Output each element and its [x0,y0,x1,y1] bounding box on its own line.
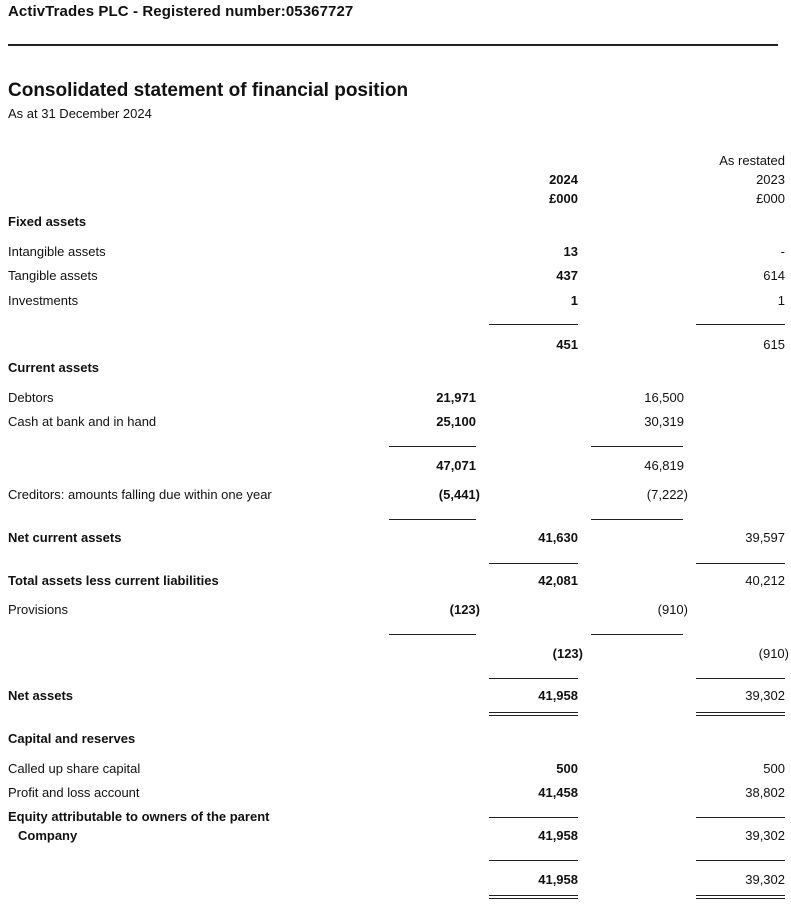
double-rule [489,898,578,899]
total-assets-less-label: Total assets less current liabilities [8,573,219,588]
net-assets-label: Net assets [8,688,74,703]
value-prior: - [780,244,785,259]
company-header: ActivTrades PLC - Registered number:05367727 [8,3,354,20]
total-assets-less-prior: 40,212 [745,573,785,588]
unit-current: £000 [549,191,578,206]
subtotal-rule [489,563,578,564]
subtotal-rule [696,563,785,564]
double-rule [696,715,785,716]
subtotal-rule [389,519,476,520]
fixed-assets-total-current: 451 [556,337,578,352]
net-current-assets-prior: 39,597 [745,530,785,545]
double-rule [489,895,578,896]
value-current: 41,458 [538,785,578,800]
value-prior: 16,500 [644,390,684,405]
provisions-total-prior: (910) [758,646,789,661]
double-rule [696,898,785,899]
creditors-prior: (7,222) [646,487,688,502]
subtotal-rule [489,860,578,861]
value-current: 13 [563,244,578,259]
double-rule [696,895,785,896]
provisions-total-current: (123) [552,646,583,661]
subtotal-rule [389,446,476,447]
page-title: Consolidated statement of financial position [8,80,409,101]
row-label: Cash at bank and in hand [8,414,157,429]
row-label: Called up share capital [8,761,141,776]
subtotal-rule [696,860,785,861]
subtotal-rule [591,634,683,635]
row-label: Tangible assets [8,268,98,283]
subtotal-rule [696,324,785,325]
capital-total-current: 41,958 [538,872,578,887]
restated-label: As restated [719,153,785,168]
fixed-assets-total-prior: 615 [763,337,785,352]
subtotal-rule [696,678,785,679]
equity-current: 41,958 [538,828,578,843]
row-label: Profit and loss account [8,785,140,800]
value-current: 500 [556,761,578,776]
equity-label-line2: Company [18,828,78,843]
page-subtitle: As at 31 December 2024 [8,106,152,121]
provisions-prior: (910) [657,602,688,617]
double-rule [489,715,578,716]
value-prior: 38,802 [745,785,785,800]
net-assets-current: 41,958 [538,688,578,703]
double-rule [489,712,578,713]
subtotal-rule [489,324,578,325]
equity-label-line1: Equity attributable to owners of the parent [8,809,270,824]
value-prior: 614 [763,268,785,283]
current-assets-heading: Current assets [8,360,100,375]
capital-heading: Capital and reserves [8,731,136,746]
subtotal-rule [591,446,683,447]
provisions-current: (123) [449,602,480,617]
year-current: 2024 [549,172,578,187]
value-current: 1 [570,293,578,308]
creditors-label: Creditors: amounts falling due within one year [8,487,272,502]
value-current: 437 [556,268,578,283]
net-current-assets-label: Net current assets [8,530,122,545]
value-prior: 1 [777,293,785,308]
capital-total-prior: 39,302 [745,872,785,887]
fixed-assets-heading: Fixed assets [8,214,87,229]
row-label: Investments [8,293,79,308]
row-label: Intangible assets [8,244,106,259]
current-assets-subtotal-current: 47,071 [436,458,476,473]
subtotal-rule [489,678,578,679]
total-assets-less-current: 42,081 [538,573,578,588]
year-prior: 2023 [756,172,785,187]
value-current: 21,971 [436,390,476,405]
equity-prior: 39,302 [745,828,785,843]
row-label: Debtors [8,390,54,405]
value-prior: 30,319 [644,414,684,429]
subtotal-rule [389,634,476,635]
subtotal-rule [489,817,578,818]
net-current-assets-current: 41,630 [538,530,578,545]
current-assets-subtotal-prior: 46,819 [644,458,684,473]
header-divider [8,44,778,46]
double-rule [696,712,785,713]
subtotal-rule [696,817,785,818]
value-current: 25,100 [436,414,476,429]
provisions-label: Provisions [8,602,68,617]
subtotal-rule [591,519,683,520]
net-assets-prior: 39,302 [745,688,785,703]
unit-prior: £000 [756,191,785,206]
creditors-current: (5,441) [438,487,480,502]
value-prior: 500 [763,761,785,776]
